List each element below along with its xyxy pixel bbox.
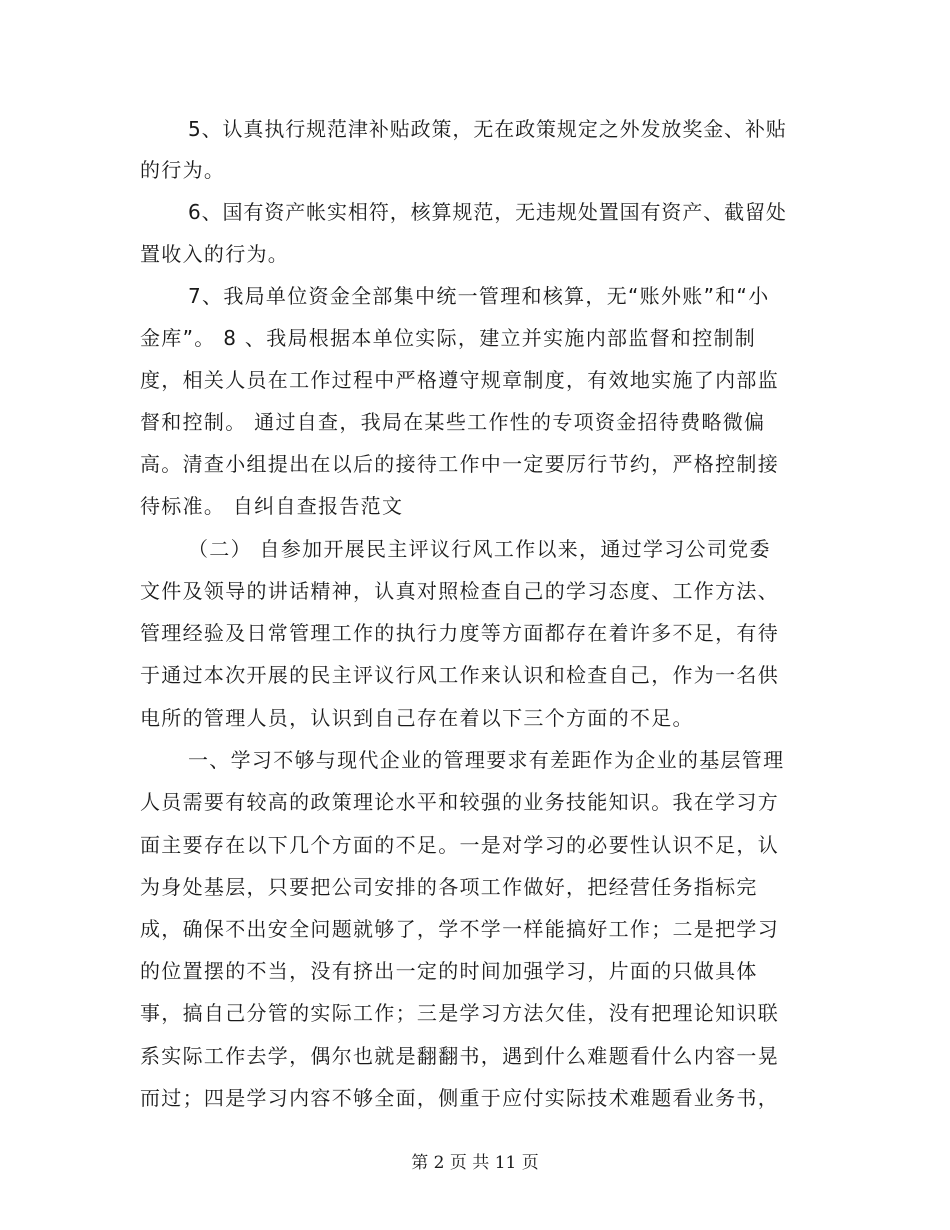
text-line: 高。清查小组提出在以后的接待工作中一定要厉行节约，严格控制接 (140, 452, 779, 476)
text-line: 而过；四是学习内容不够全面，侧重于应付实际技术难题看业务书， (140, 1086, 779, 1110)
text-line: 6、国有资产帐实相符，核算规范，无违规处置国有资产、截留处 (188, 200, 787, 224)
text-line: 度，相关人员在工作过程中严格遵守规章制度，有效地实施了内部监 (140, 368, 779, 392)
text-line: 5、认真执行规范津补贴政策，无在政策规定之外发放奖金、补贴 (188, 117, 787, 141)
text-line: 面主要存在以下几个方面的不足。一是对学习的必要性认识不足，认 (140, 833, 779, 857)
text-line: 金库”。 8 、我局根据本单位实际，建立并实施内部监督和控制制 (140, 326, 757, 350)
text-line: 置收入的行为。 (140, 242, 290, 266)
text-line: 人员需要有较高的政策理论水平和较强的业务技能知识。我在学习方 (140, 790, 779, 814)
text-line: 于通过本次开展的民主评议行风工作来认识和检查自己，作为一名供 (140, 663, 779, 687)
text-line: 督和控制。 通过自查，我局在某些工作性的专项资金招待费略微偏 (140, 410, 766, 434)
text-line: 管理经验及日常管理工作的执行力度等方面都存在着许多不足，有待 (140, 621, 779, 645)
text-line: 待标准。 自纠自查报告范文 (140, 494, 404, 518)
text-line: 的行为。 (140, 158, 226, 182)
text-line: 的位置摆的不当，没有挤出一定的时间加强学习，片面的只做具体 (140, 959, 758, 983)
text-line: 电所的管理人员，认识到自己存在着以下三个方面的不足。 (140, 706, 694, 730)
text-line: 成，确保不出安全问题就够了，学不学一样能搞好工作；二是把学习 (140, 917, 779, 941)
text-line: 为身处基层，只要把公司安排的各项工作做好，把经营任务指标完 (140, 875, 758, 899)
text-line: 7、我局单位资金全部集中统一管理和核算，无“账外账”和“小 (188, 284, 770, 308)
page-number-footer: 第 2 页 共 11 页 (411, 1153, 539, 1173)
text-line: 事，搞自己分管的实际工作；三是学习方法欠佳，没有把理论知识联 (140, 1001, 779, 1025)
text-line: 系实际工作去学，偶尔也就是翻翻书，遇到什么难题看什么内容一晃 (140, 1044, 779, 1068)
text-line: 一、学习不够与现代企业的管理要求有差距作为企业的基层管理 (188, 748, 785, 772)
text-line: 文件及领导的讲话精神，认真对照检查自己的学习态度、工作方法、 (140, 579, 779, 603)
text-line: （二） 自参加开展民主评议行风工作以来，通过学习公司党委 (188, 537, 771, 561)
